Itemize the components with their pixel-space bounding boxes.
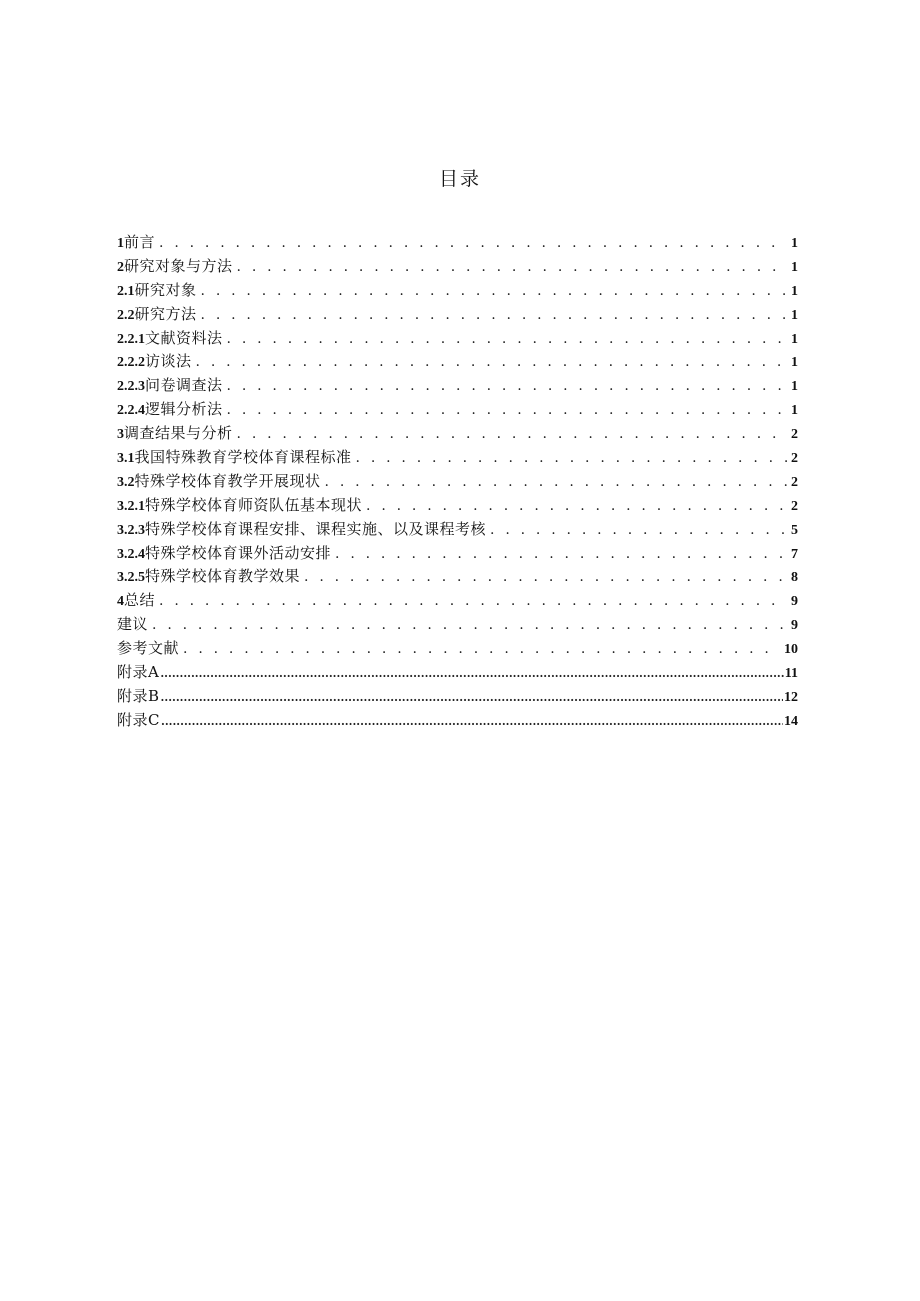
toc-entry-number: 3.2.3 <box>117 522 145 538</box>
toc-entry[interactable] <box>117 422 798 446</box>
toc-entry-number: 3.1 <box>117 451 135 467</box>
toc-entry-text: 研究对象与方法 <box>124 256 233 275</box>
toc-leader <box>161 686 783 710</box>
toc-entry-text: 访谈法 <box>145 352 192 371</box>
toc-entry-text: 问卷调查法 <box>145 376 223 395</box>
toc-leader <box>201 280 787 304</box>
toc-entry-number: 2 <box>117 259 124 275</box>
toc-entry-text: 我国特殊教育学校体育课程标准 <box>134 448 352 467</box>
toc-entry-page: 1 <box>791 259 798 275</box>
toc-entry-text: 前言 <box>124 233 156 251</box>
toc-entry-page: 10 <box>784 642 798 658</box>
toc-leader <box>237 423 787 447</box>
toc-entry-number: 2.2 <box>117 307 135 323</box>
toc-entry-text: 参考文献 <box>117 639 180 658</box>
toc-entry-number: 4 <box>117 594 124 610</box>
toc-leader <box>159 232 787 256</box>
toc-list <box>117 231 798 733</box>
toc-entry[interactable] <box>117 303 798 327</box>
toc-entry-number: 2.2.3 <box>117 379 145 395</box>
toc-entry-page: 11 <box>784 666 798 682</box>
toc-entry-text: 特殊学校体育师资队伍基本现状 <box>145 495 363 514</box>
toc-leader <box>183 638 780 662</box>
toc-leader <box>325 471 787 495</box>
toc-entry[interactable] <box>117 350 798 374</box>
toc-entry-text: 特殊学校体育课外活动安排 <box>145 543 332 562</box>
toc-entry-text: 特殊学校体育教学开展现状 <box>134 471 321 490</box>
toc-entry-text: 逻辑分析法 <box>145 400 223 419</box>
toc-entry-number: 3 <box>117 427 124 443</box>
toc-entry-page: 12 <box>784 689 798 705</box>
toc-entry-page: 1 <box>791 331 798 347</box>
toc-entry[interactable] <box>117 685 798 709</box>
toc-entry-page: 2 <box>791 427 798 443</box>
toc-leader <box>159 590 787 614</box>
toc-entry[interactable] <box>117 613 798 637</box>
toc-entry-text: 调查结果与分析 <box>124 424 233 443</box>
toc-leader <box>201 304 787 328</box>
toc-entry[interactable] <box>117 518 798 542</box>
toc-entry[interactable] <box>117 470 798 494</box>
toc-entry-text: 建议 <box>117 615 149 634</box>
toc-entry[interactable] <box>117 709 798 733</box>
toc-entry-text: 附录C <box>117 710 160 729</box>
toc-entry-text: 特殊学校体育教学效果 <box>145 567 301 586</box>
toc-entry[interactable] <box>117 637 798 661</box>
toc-leader <box>160 662 783 686</box>
toc-entry-page: 9 <box>791 618 798 634</box>
toc-entry-page: 2 <box>791 474 798 490</box>
toc-entry[interactable] <box>117 446 798 470</box>
toc-entry-text: 文献资料法 <box>145 328 223 347</box>
toc-entry-page: 1 <box>791 355 798 371</box>
toc-entry-page: 2 <box>791 451 798 467</box>
toc-entry[interactable] <box>117 255 798 279</box>
toc-entry[interactable] <box>117 661 798 685</box>
toc-title: 目录 <box>438 168 481 190</box>
toc-entry-text: 特殊学校体育课程安排、课程实施、以及课程考核 <box>145 519 487 538</box>
toc-leader <box>335 543 787 567</box>
toc-entry-number: 3.2.1 <box>117 498 145 514</box>
toc-leader <box>227 328 787 352</box>
toc-entry[interactable] <box>117 565 798 589</box>
toc-leader <box>196 351 787 375</box>
toc-entry-text: 研究对象 <box>134 280 197 299</box>
toc-entry[interactable] <box>117 542 798 566</box>
toc-entry[interactable] <box>117 589 798 613</box>
toc-entry-page: 1 <box>791 379 798 395</box>
toc-entry-number: 2.2.2 <box>117 355 145 371</box>
toc-entry-number: 2.2.4 <box>117 403 145 419</box>
toc-entry[interactable] <box>117 398 798 422</box>
toc-entry[interactable] <box>117 374 798 398</box>
toc-entry-page: 9 <box>791 594 798 610</box>
toc-leader <box>237 256 787 280</box>
toc-entry[interactable] <box>117 231 798 255</box>
toc-entry-number: 2.1 <box>117 283 135 299</box>
toc-entry-text: 总结 <box>124 591 156 610</box>
toc-leader <box>227 399 787 423</box>
toc-leader <box>227 375 787 399</box>
toc-entry-page: 1 <box>791 403 798 419</box>
toc-leader <box>304 566 787 590</box>
toc-entry[interactable] <box>117 327 798 351</box>
toc-entry-text: 附录B <box>117 686 160 705</box>
toc-leader <box>356 447 787 471</box>
toc-entry-page: 1 <box>791 307 798 323</box>
toc-entry-text: 附录A <box>117 663 160 682</box>
toc-entry-text: 研究方法 <box>134 304 197 323</box>
toc-entry-number: 2.2.1 <box>117 331 145 347</box>
toc-entry-number: 3.2 <box>117 474 135 490</box>
toc-entry[interactable] <box>117 279 798 303</box>
toc-entry-number: 1 <box>117 236 124 251</box>
toc-entry-page: 1 <box>791 283 798 299</box>
toc-entry-page: 2 <box>791 498 798 514</box>
toc-leader <box>490 519 787 543</box>
toc-leader <box>161 710 783 734</box>
toc-entry-page: 14 <box>784 713 798 729</box>
toc-entry-page: 8 <box>791 570 798 586</box>
toc-entry-number: 3.2.5 <box>117 570 145 586</box>
toc-entry-page: 1 <box>791 236 798 251</box>
toc-entry-page: 7 <box>791 546 798 562</box>
toc-entry[interactable] <box>117 494 798 518</box>
toc-entry-number: 3.2.4 <box>117 546 145 562</box>
toc-leader <box>152 614 787 638</box>
toc-entry-page: 5 <box>791 522 798 538</box>
toc-leader <box>366 495 787 519</box>
